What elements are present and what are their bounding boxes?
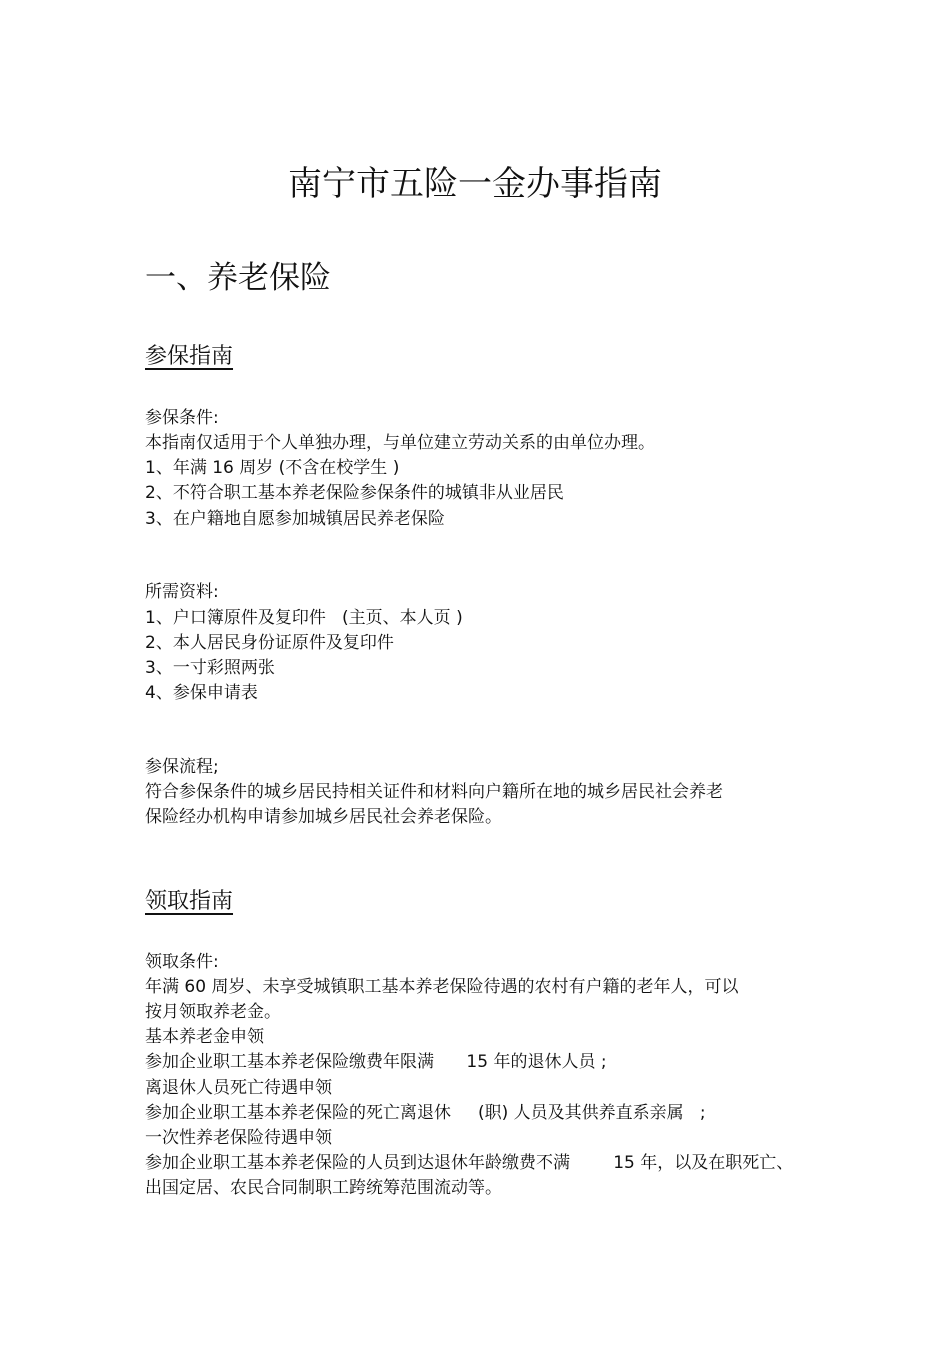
claim-line: 参加企业职工基本养老保险的死亡离退休 (职) 人员及其供养直系亲属 ;	[145, 1103, 706, 1123]
materials-item: 1、户口簿原件及复印件 (主页、本人页 )	[145, 608, 463, 628]
materials-item: 3、一寸彩照两张	[145, 658, 275, 678]
materials-item: 2、本人居民身份证原件及复印件	[145, 633, 394, 653]
page-title: 南宁市五险一金办事指南	[288, 164, 662, 204]
enroll-condition-line: 2、不符合职工基本养老保险参保条件的城镇非从业居民	[145, 483, 564, 503]
claim-line: 参加企业职工基本养老保险的人员到达退休年龄缴费不满 15 年，以及在职死亡、	[145, 1153, 794, 1173]
claim-line: 按月领取养老金。	[145, 1002, 281, 1022]
enroll-condition-line: 本指南仅适用于个人单独办理，与单位建立劳动关系的由单位办理。	[145, 433, 655, 453]
enroll-condition-line: 1、年满 16 周岁 (不含在校学生 )	[145, 458, 400, 478]
subheading-enroll-guide: 参保指南	[145, 344, 234, 369]
claim-line: 年满 60 周岁、未享受城镇职工基本养老保险待遇的农村有户籍的老年人，可以	[145, 977, 739, 997]
section-heading-pension: 一、养老保险	[145, 260, 331, 296]
process-line: 符合参保条件的城乡居民持相关证件和材料向户籍所在地的城乡居民社会养老	[145, 782, 723, 802]
materials-label: 所需资料:	[145, 582, 219, 602]
enroll-conditions-label: 参保条件:	[145, 408, 219, 428]
claim-conditions-label: 领取条件:	[145, 952, 219, 972]
claim-line: 离退休人员死亡待遇申领	[145, 1078, 332, 1098]
materials-item: 4、参保申请表	[145, 683, 258, 703]
subheading-claim-guide: 领取指南	[145, 889, 234, 914]
process-line: 保险经办机构申请参加城乡居民社会养老保险。	[145, 807, 502, 827]
claim-line: 一次性养老保险待遇申领	[145, 1128, 332, 1148]
claim-line: 基本养老金申领	[145, 1027, 264, 1047]
claim-line: 出国定居、农民合同制职工跨统筹范围流动等。	[145, 1178, 502, 1198]
process-label: 参保流程;	[145, 757, 219, 777]
enroll-condition-line: 3、在户籍地自愿参加城镇居民养老保险	[145, 509, 445, 529]
claim-line: 参加企业职工基本养老保险缴费年限满 15 年的退休人员 ;	[145, 1052, 607, 1072]
